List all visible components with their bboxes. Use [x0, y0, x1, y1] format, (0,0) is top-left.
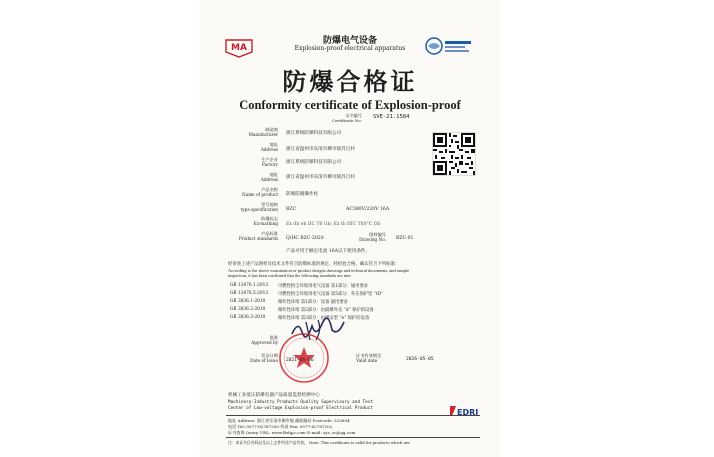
- product-standards-value: Q/HC BZC-2020: [286, 236, 324, 241]
- standard-code: GB 3836.3-2010: [230, 315, 266, 320]
- cert-no-label-cn: 证书编号: [345, 113, 362, 118]
- ex-marking-value: Ex db eb IIC T6 Gb; Ex tb IIIC T80°C Db: [286, 222, 381, 227]
- product-standards-label: [222, 231, 278, 241]
- valid-date-label-cn: 证书有效期至: [356, 353, 382, 358]
- standard-text: 可燃性粉尘环境用电气设备 第5部分：外壳保护型 “tD”: [278, 292, 384, 297]
- ex-marking-label-en: Ex-marking: [253, 221, 278, 226]
- type-spec-label-en: type specification: [240, 207, 278, 212]
- header-cn: 防爆电气设备: [322, 36, 377, 46]
- product-standards-label-en: Product standards: [238, 236, 278, 241]
- footer-divider: [226, 437, 480, 438]
- issue-date-value: 2021-05-06: [286, 358, 314, 363]
- address2-label-en: Address: [260, 177, 278, 182]
- footer-web[interactable]: 证书查询 Query URL: www.fbdqjc.com E-mail: sys_zc@qq.com: [228, 430, 356, 435]
- address1-label: [222, 142, 278, 152]
- type-spec-label: [222, 202, 278, 212]
- standard-text: 爆炸性环境 第2部分：由隔爆外壳 “d” 保护的设备: [278, 308, 374, 313]
- footer-tel: 电话 Tel: 0577-62787200 传真 Fax: 0577-62787202: [228, 424, 333, 429]
- issue-date-label-cn: 发证日期: [261, 353, 278, 358]
- title-en: Conformity certificate of Explosion-proof: [239, 98, 461, 112]
- footer-address: 地址 Address: 浙江省乐清市柳市镇 邮政编码 Postcode: 325604: [228, 418, 350, 423]
- address1-value: 浙江省温州市乐清市柳市镇苏吕村: [286, 147, 355, 152]
- approved-label-en: Approved by: [251, 340, 278, 345]
- footer-org-en1: Machinery-Industry Products Quality Supervisory and Test: [228, 400, 373, 405]
- drawing-no-label: [340, 232, 386, 242]
- conform-en2: inspection, it has been confirmed that the following standards are met:: [228, 273, 352, 278]
- conform-cn: 经审查上述产品图样及技术文件符合防爆标准的规定，经检验合格，确认符合下列标准：: [228, 262, 400, 267]
- address1-label-cn: 地址: [269, 142, 278, 147]
- address1-label-en: Address: [260, 147, 278, 152]
- product-name-label: [222, 187, 278, 197]
- footer-note: 注：本证书仅对样品及以上文件所述产品有效。 Note: This certificate is valid for products which are: [228, 440, 410, 445]
- product-name-label-cn: 产品名称: [261, 187, 278, 192]
- factory-label-en: Factory: [261, 162, 278, 167]
- manufacturer-label: [222, 127, 278, 137]
- address2-label-cn: 地址: [269, 172, 278, 177]
- standard-code: GB 12476.1-2013: [230, 283, 269, 288]
- standard-text: 爆炸性环境 第1部分：设备 通用要求: [278, 300, 348, 305]
- type-spec-label-cn: 型号规格: [261, 202, 278, 207]
- approved-label: [222, 335, 278, 345]
- factory-value: 浙江系统防爆科技有限公司: [286, 160, 342, 165]
- address2-label: [222, 172, 278, 182]
- conform-en1: According to the above examination of product designs drawings and technical documents, and sample: [228, 268, 410, 273]
- manufacturer-label-cn: 制造商: [265, 127, 278, 132]
- type-spec-value-a: BZC: [286, 207, 297, 212]
- svg-text:EDRI: EDRI: [457, 408, 478, 417]
- factory-label-cn: 生产企业: [261, 157, 278, 162]
- valid-date-label-en: Valid date: [356, 358, 378, 363]
- ex-marking-label: [222, 216, 278, 226]
- factory-label: [222, 157, 278, 167]
- special-note: 产品可用于额定电流 16A以下使用条件。: [286, 249, 371, 254]
- standard-text: 爆炸性环境 第3部分：由增安型 “e” 保护的设备: [278, 316, 370, 321]
- valid-date-value: 2026-05-05: [406, 357, 434, 362]
- standard-code: GB 3836.2-2010: [230, 307, 266, 312]
- drawing-no-value: BZC-01: [396, 236, 414, 241]
- issue-date-label-en: Date of Issue: [250, 358, 278, 363]
- cert-no-value: SVE-21.1584: [373, 114, 410, 120]
- type-spec-value-c: 16A: [380, 207, 390, 212]
- manufacturer-label-en: Manufacturer: [248, 132, 278, 137]
- cert-no-label: [332, 113, 362, 123]
- type-spec-value-b: AC380V/220V: [346, 207, 379, 212]
- title-cn: 防爆合格证: [282, 68, 418, 96]
- ex-marking-label-cn: 防爆标志: [261, 216, 278, 221]
- product-name-label-en: Name of product: [242, 192, 278, 197]
- product-name-value: 防爆防腐操作柱: [286, 192, 319, 197]
- manufacturer-value: 浙江系统防爆科技有限公司: [286, 131, 342, 136]
- footer-org-cn: 机械工业低压防爆电器产品质量监督检测中心: [228, 393, 320, 398]
- issue-date-label: [222, 353, 278, 363]
- drawing-no-label-cn: 图样编号: [369, 232, 386, 237]
- standard-text: 可燃性粉尘环境用电气设备 第1部分：通用要求: [278, 284, 369, 289]
- header-en: Explosion-proof electrical apparatus: [294, 45, 406, 52]
- footer-divider: [226, 415, 480, 416]
- standard-code: GB 3836.1-2010: [230, 299, 266, 304]
- footer-org-en2: Center of Low-voltage Explosion-proof Electrical Product: [228, 406, 373, 411]
- cert-no-label-en: Certificate No.: [332, 118, 362, 123]
- qr-code-icon[interactable]: [432, 132, 476, 176]
- address2-value: 浙江省温州市乐清市柳市镇苏吕村: [286, 175, 355, 180]
- svg-text:MA: MA: [231, 43, 247, 53]
- standard-code: GB 12476.5-2013: [230, 291, 269, 296]
- product-standards-label-cn: 产品标准: [261, 231, 278, 236]
- approved-label-cn: 批准: [269, 335, 278, 340]
- drawing-no-label-en: Drawing No.: [359, 237, 386, 242]
- certificate-paper: [200, 0, 500, 457]
